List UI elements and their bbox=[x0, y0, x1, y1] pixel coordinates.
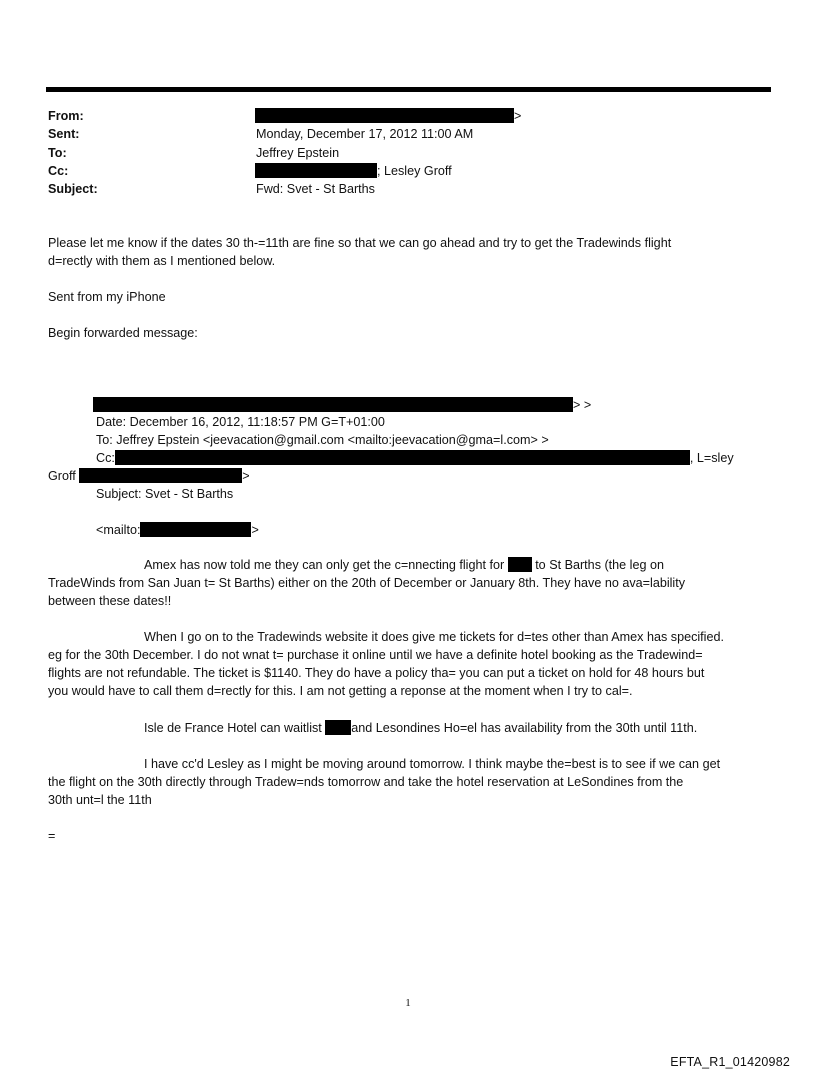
redaction-bar bbox=[255, 163, 377, 178]
forwarded-cc-suffix: , L=sley bbox=[689, 451, 734, 465]
begin-forwarded-line: Begin forwarded message: bbox=[48, 326, 198, 340]
trailing-equals: = bbox=[48, 829, 56, 843]
redaction-bar bbox=[79, 468, 242, 483]
subject-value: Fwd: Svet - St Barths bbox=[256, 182, 375, 196]
to-label: To: bbox=[48, 146, 67, 160]
paragraph-line: the flight on the 30th directly through Tradew=nds tomorrow and take the hotel reservation at LeSondines from the bbox=[48, 775, 684, 789]
redaction-bar bbox=[325, 720, 351, 735]
paragraph-line bbox=[144, 719, 697, 737]
cc-label: Cc: bbox=[48, 164, 69, 178]
paragraph-line: between these dates!! bbox=[48, 594, 172, 608]
paragraph-text: to St Barths (the leg on bbox=[535, 558, 664, 572]
sent-value: Monday, December 17, 2012 11:00 AM bbox=[256, 127, 474, 141]
mailto-suffix: > bbox=[251, 523, 259, 537]
cc-value bbox=[255, 162, 452, 180]
from-value bbox=[255, 107, 521, 125]
forwarded-cc bbox=[96, 449, 734, 467]
redaction-bar bbox=[93, 397, 573, 412]
redaction-bar bbox=[508, 557, 532, 572]
paragraph-text: Isle de France Hotel can waitlist bbox=[144, 721, 322, 735]
header-rule bbox=[46, 87, 771, 92]
mailto-prefix: <mailto: bbox=[96, 523, 141, 537]
paragraph-line: I have cc'd Lesley as I might be moving around tomorrow. I think maybe the=best is to see if we can get bbox=[144, 757, 721, 771]
paragraph-line: TradeWinds from San Juan t= St Barths) either on the 20th of December or January 8th. They have no ava=lability bbox=[48, 576, 686, 590]
forwarded-to: To: Jeffrey Epstein <jeevacation@gmail.com <mailto:jeevacation@gma=l.com> > bbox=[96, 433, 549, 447]
body-line: Please let me know if the dates 30 th-=11th are fine so that we can go ahead and try to get the Tradewinds flight bbox=[48, 236, 672, 250]
paragraph-line: When I go on to the Tradewinds website it does give me tickets for d=tes other than Amex has specified. bbox=[144, 630, 724, 644]
sent-label: Sent: bbox=[48, 127, 80, 141]
paragraph-text: and Lesondines Ho=el has availability from the 30th until 11th. bbox=[351, 721, 698, 735]
sent-from-line: Sent from my iPhone bbox=[48, 290, 166, 304]
redaction-bar bbox=[115, 450, 690, 465]
redaction-bar bbox=[255, 108, 514, 123]
forwarded-from-suffix: > > bbox=[573, 398, 592, 412]
forwarded-subject: Subject: Svet - St Barths bbox=[96, 487, 234, 501]
forwarded-date: Date: December 16, 2012, 11:18:57 PM G=T+01:00 bbox=[96, 415, 385, 429]
from-label: From: bbox=[48, 109, 84, 123]
forwarded-from bbox=[93, 396, 591, 414]
page-number: 1 bbox=[405, 997, 411, 1009]
forwarded-cc-groff: Groff bbox=[48, 469, 76, 483]
paragraph-line: eg for the 30th December. I do not wnat t= purchase it online until we have a definite hotel booking as the Tradewind= bbox=[48, 648, 703, 662]
paragraph-text: Amex has now told me they can only get the c=nnecting flight for bbox=[144, 558, 505, 572]
paragraph-line bbox=[144, 556, 664, 574]
forwarded-cc-label: Cc: bbox=[96, 451, 115, 465]
forwarded-cc-cont bbox=[48, 467, 250, 485]
redaction-bar bbox=[140, 522, 251, 537]
paragraph-line: 30th unt=l the 11th bbox=[48, 793, 152, 807]
cc-text: ; Lesley Groff bbox=[377, 164, 452, 178]
paragraph-line: flights are not refundable. The ticket is $1140. They do have a policy tha= you can put a ticket on hold for 48 hours but bbox=[48, 666, 705, 680]
from-suffix: > bbox=[514, 109, 522, 123]
body-line: d=rectly with them as I mentioned below. bbox=[48, 254, 276, 268]
paragraph-line: you would have to call them d=rectly for this. I am not getting a reponse at the moment when I try to cal=. bbox=[48, 684, 633, 698]
forwarded-cc-groff-suffix: > bbox=[242, 469, 250, 483]
to-value: Jeffrey Epstein bbox=[256, 146, 340, 160]
subject-label: Subject: bbox=[48, 182, 98, 196]
forwarded-mailto bbox=[96, 521, 259, 539]
document-id: EFTA_R1_01420982 bbox=[670, 1055, 790, 1069]
